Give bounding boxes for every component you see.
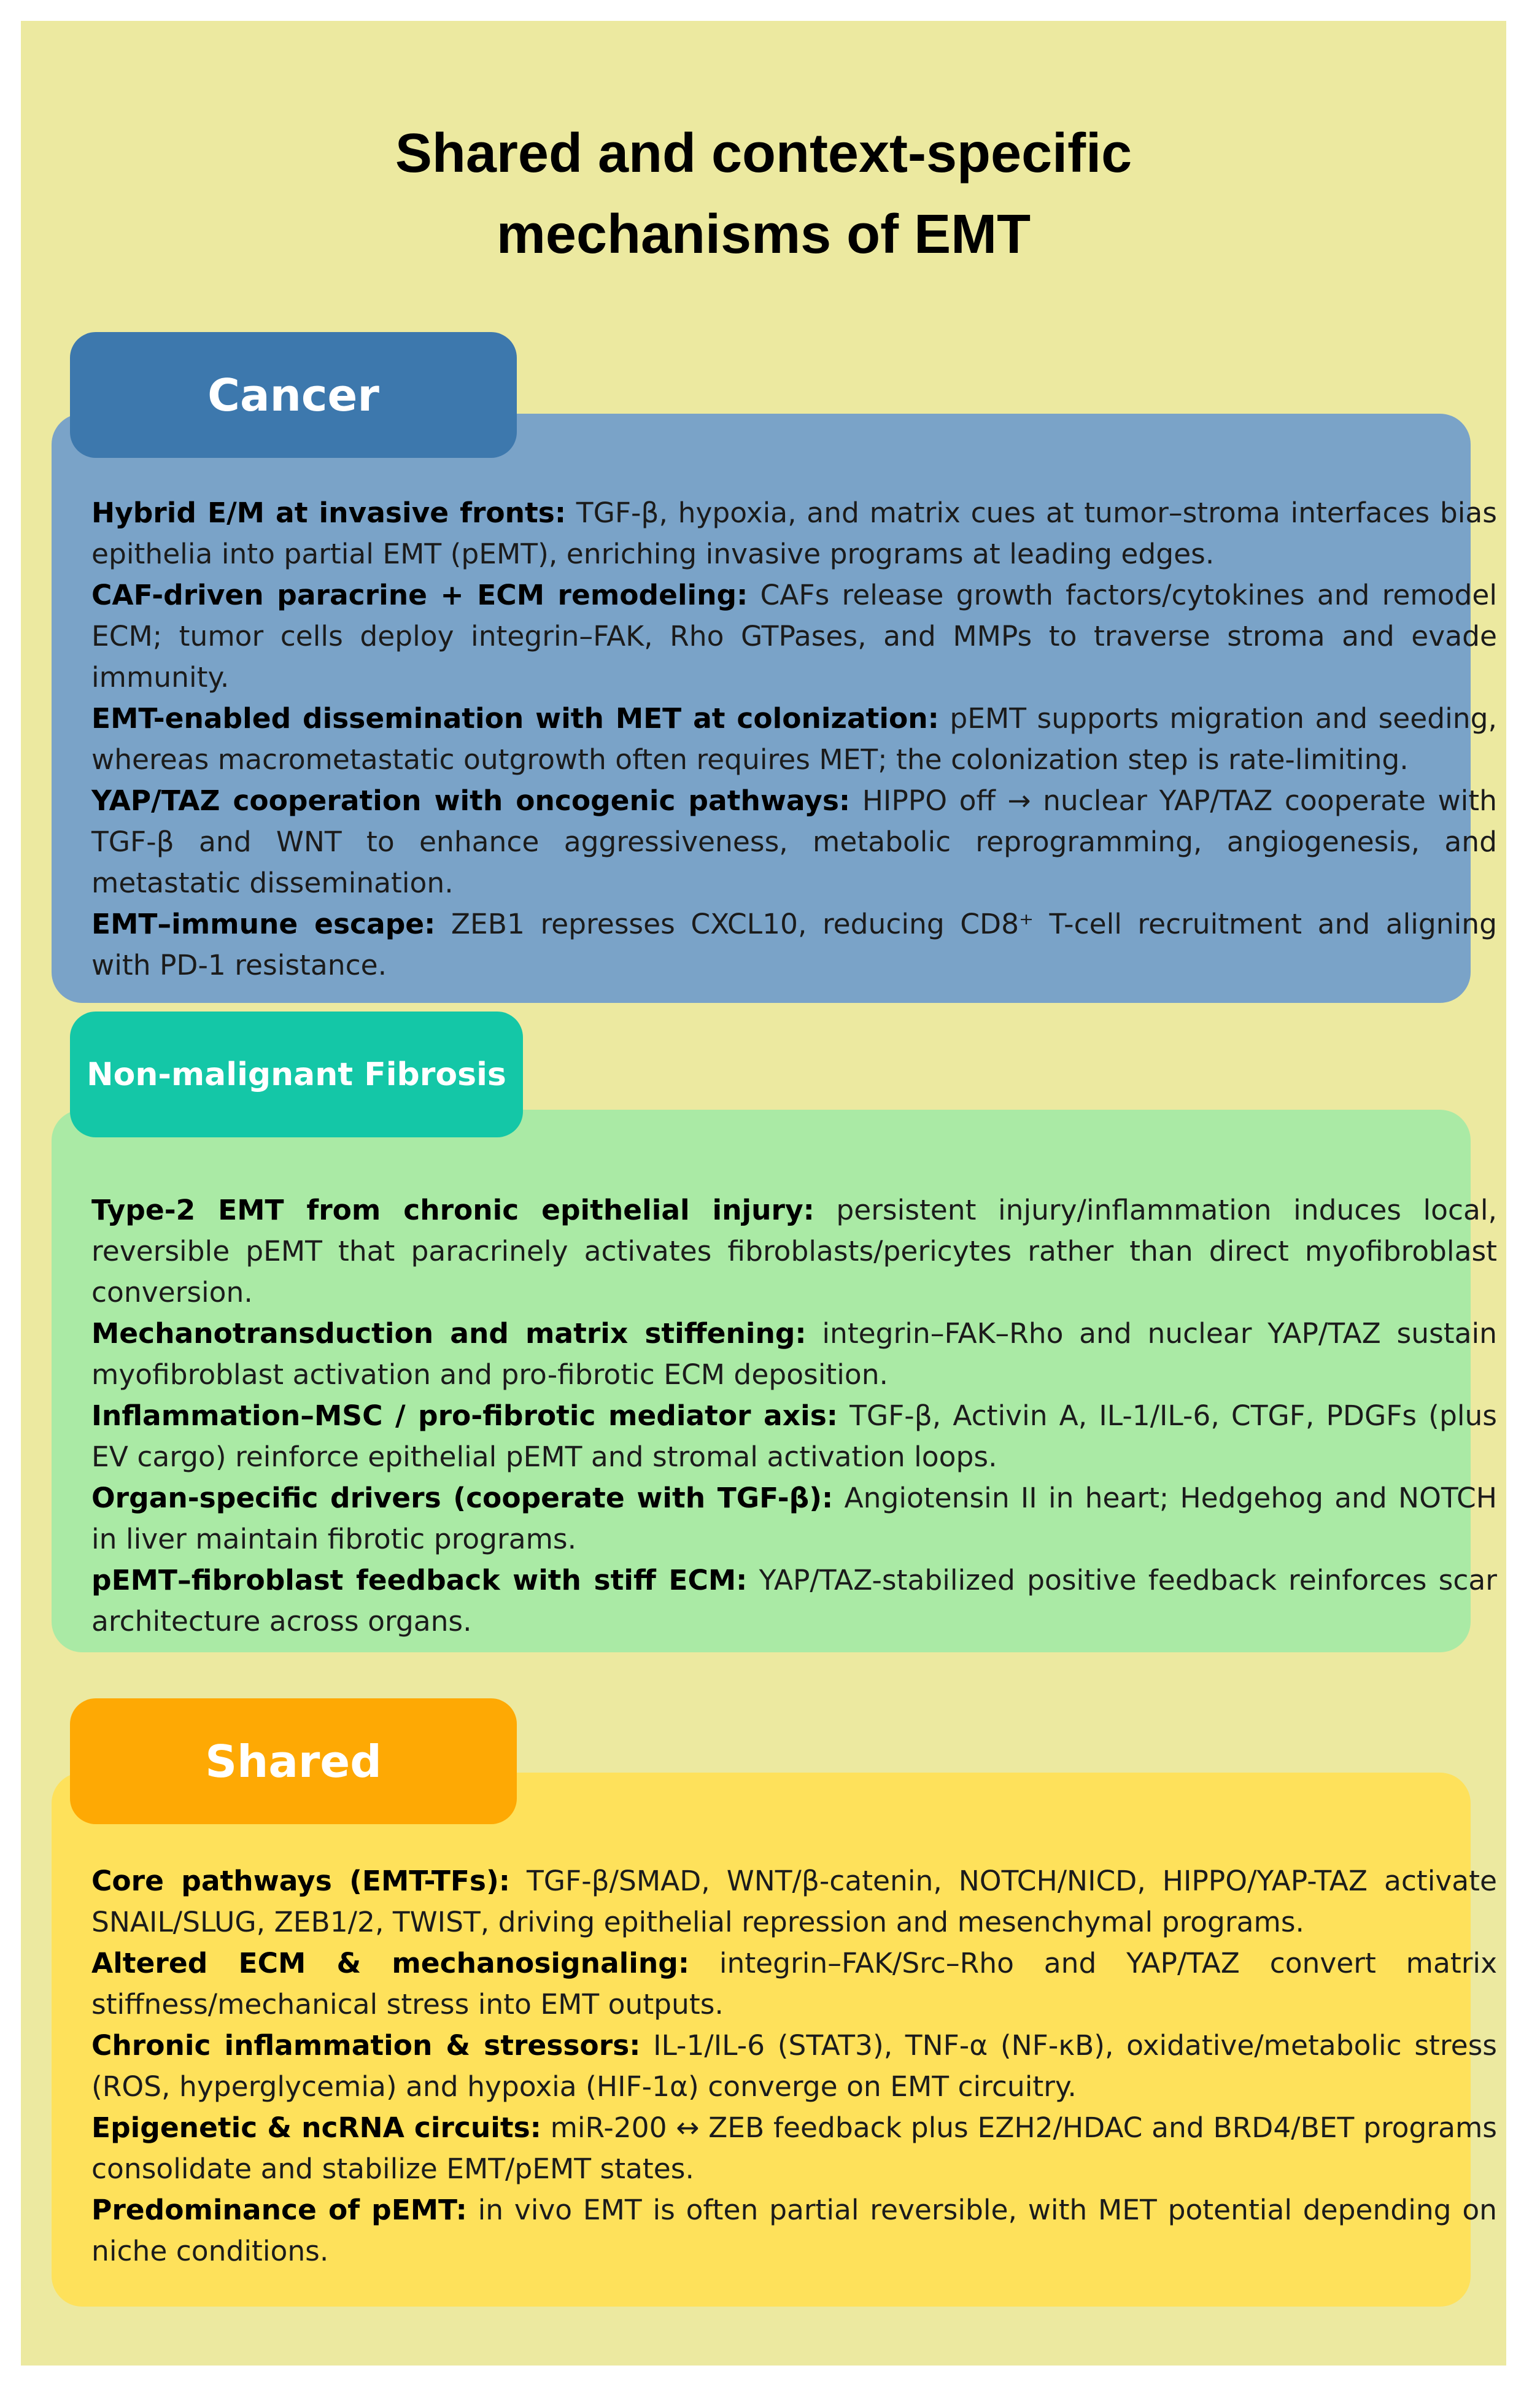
shared-item-chronic-inflammation (91, 2025, 1497, 2107)
fibrosis-item-text: Angiotensin II in heart; Hedgehog and NOTCH in liver maintain fibrotic programs. (91, 1482, 1497, 1555)
page-title (21, 113, 1506, 275)
cancer-item-text: ZEB1 represses CXCL10, reducing CD8⁺ T-cell recruitment and aligning with PD-1 resistance. (91, 908, 1497, 981)
fibrosis-item-text: persistent injury/inflammation induces local, reversible pEMT that paracrinely activates fibroblasts/pericytes rather than direct myofibroblast conversion. (91, 1194, 1498, 1309)
shared-section-content (91, 1860, 1497, 2272)
fibrosis-item-type2-emt (91, 1190, 1497, 1313)
shared-item-text: IL-1/IL-6 (STAT3), TNF-α (NF-κB), oxidative/metabolic stress (ROS, hyperglycemia) and hypoxia (HIF-1α) converge on EMT circuitry. (91, 2029, 1498, 2103)
fibrosis-item-inflammation-msc (91, 1395, 1497, 1477)
fibrosis-item-heading: Type-2 EMT from chronic epithelial injury: (91, 1194, 814, 1226)
cancer-item-heading: CAF-driven paracrine + ECM remodeling: (91, 579, 748, 611)
fibrosis-section-label: Non-malignant Fibrosis (87, 1056, 506, 1093)
fibrosis-item-heading: pEMT–fibroblast feedback with stiff ECM: (91, 1564, 748, 1596)
title-line-2: mechanisms of EMT (496, 204, 1031, 265)
fibrosis-item-text: integrin–FAK–Rho and nuclear YAP/TAZ sustain myofibroblast activation and pro-fibrotic ECM deposition. (91, 1317, 1497, 1391)
cancer-item-text: CAFs release growth factors/cytokines and remodel ECM; tumor cells deploy integrin–FAK, Rho GTPases, and MMPs to traverse stroma and evade immunity. (91, 579, 1497, 694)
shared-item-text: TGF-β/SMAD, WNT/β-catenin, NOTCH/NICD, HIPPO/YAP-TAZ activate SNAIL/SLUG, ZEB1/2, TWIST, driving epithelial repression and mesenchymal programs. (91, 1865, 1497, 1938)
cancer-section-tab (70, 332, 517, 458)
shared-item-pemt-predominance (91, 2189, 1497, 2272)
fibrosis-section-content (91, 1190, 1497, 1642)
cancer-item-hybrid-em (91, 492, 1497, 575)
cancer-item-text: pEMT supports migration and seeding, whereas macrometastatic outgrowth often requires MET; the colonization step is rate-limiting. (91, 702, 1497, 776)
cancer-item-text: TGF-β, hypoxia, and matrix cues at tumor–stroma interfaces bias epithelia into partial EMT (pEMT), enriching invasive programs at leading edges. (91, 497, 1497, 570)
shared-item-text: integrin–FAK/Src–Rho and YAP/TAZ convert matrix stiffness/mechanical stress into EMT outputs. (91, 1947, 1497, 2021)
fibrosis-item-organ-drivers (91, 1477, 1497, 1560)
shared-item-core-pathways (91, 1860, 1497, 1943)
title-line-1: Shared and context-specific (395, 123, 1132, 184)
cancer-section-label: Cancer (207, 369, 379, 421)
shared-item-heading: Predominance of pEMT: (91, 2194, 467, 2226)
cancer-item-heading: Hybrid E/M at invasive fronts: (91, 497, 567, 529)
cancer-item-caf-paracrine (91, 575, 1497, 698)
fibrosis-item-heading: Organ-specific drivers (cooperate with TGF-β): (91, 1482, 834, 1514)
cancer-item-dissemination-met (91, 698, 1497, 780)
cancer-item-heading: YAP/TAZ cooperation with oncogenic pathways: (91, 784, 851, 817)
fibrosis-item-heading: Inflammation–MSC / pro-fibrotic mediator axis: (91, 1399, 838, 1432)
fibrosis-item-text: YAP/TAZ-stabilized positive feedback reinforces scar architecture across organs. (91, 1564, 1497, 1638)
cancer-item-immune-escape (91, 903, 1497, 986)
cancer-item-heading: EMT-enabled dissemination with MET at colonization: (91, 702, 939, 735)
shared-item-heading: Epigenetic & ncRNA circuits: (91, 2111, 541, 2144)
shared-item-epigenetic-ncrna (91, 2107, 1497, 2189)
cancer-item-heading: EMT–immune escape: (91, 908, 436, 940)
fibrosis-section-tab (70, 1012, 523, 1137)
fibrosis-item-text: TGF-β, Activin A, IL-1/IL-6, CTGF, PDGFs (plus EV cargo) reinforce epithelial pEMT and stromal activation loops. (91, 1399, 1498, 1473)
shared-item-text: in vivo EMT is often partial reversible, with MET potential depending on niche conditions. (91, 2194, 1497, 2267)
shared-section-label: Shared (205, 1735, 382, 1787)
cancer-item-text: HIPPO off → nuclear YAP/TAZ cooperate with TGF-β and WNT to enhance aggressiveness, metabolic reprogramming, angiogenesis, and metastatic dissemination. (91, 784, 1497, 899)
cancer-section-content (91, 492, 1497, 986)
shared-item-heading: Altered ECM & mechanosignaling: (91, 1947, 690, 1979)
fibrosis-item-pemt-feedback (91, 1560, 1497, 1642)
shared-section-tab (70, 1698, 517, 1824)
fibrosis-item-mechanotransduction (91, 1313, 1497, 1395)
cancer-item-yap-taz (91, 780, 1497, 903)
poster-background (21, 21, 1506, 2366)
fibrosis-item-heading: Mechanotransduction and matrix stiffening: (91, 1317, 807, 1350)
shared-item-text: miR-200 ↔ ZEB feedback plus EZH2/HDAC and BRD4/BET programs consolidate and stabilize EMT/pEMT states. (91, 2111, 1497, 2185)
shared-item-ecm-mechanosignaling (91, 1943, 1497, 2025)
shared-item-heading: Chronic inflammation & stressors: (91, 2029, 641, 2062)
shared-item-heading: Core pathways (EMT-TFs): (91, 1865, 511, 1897)
